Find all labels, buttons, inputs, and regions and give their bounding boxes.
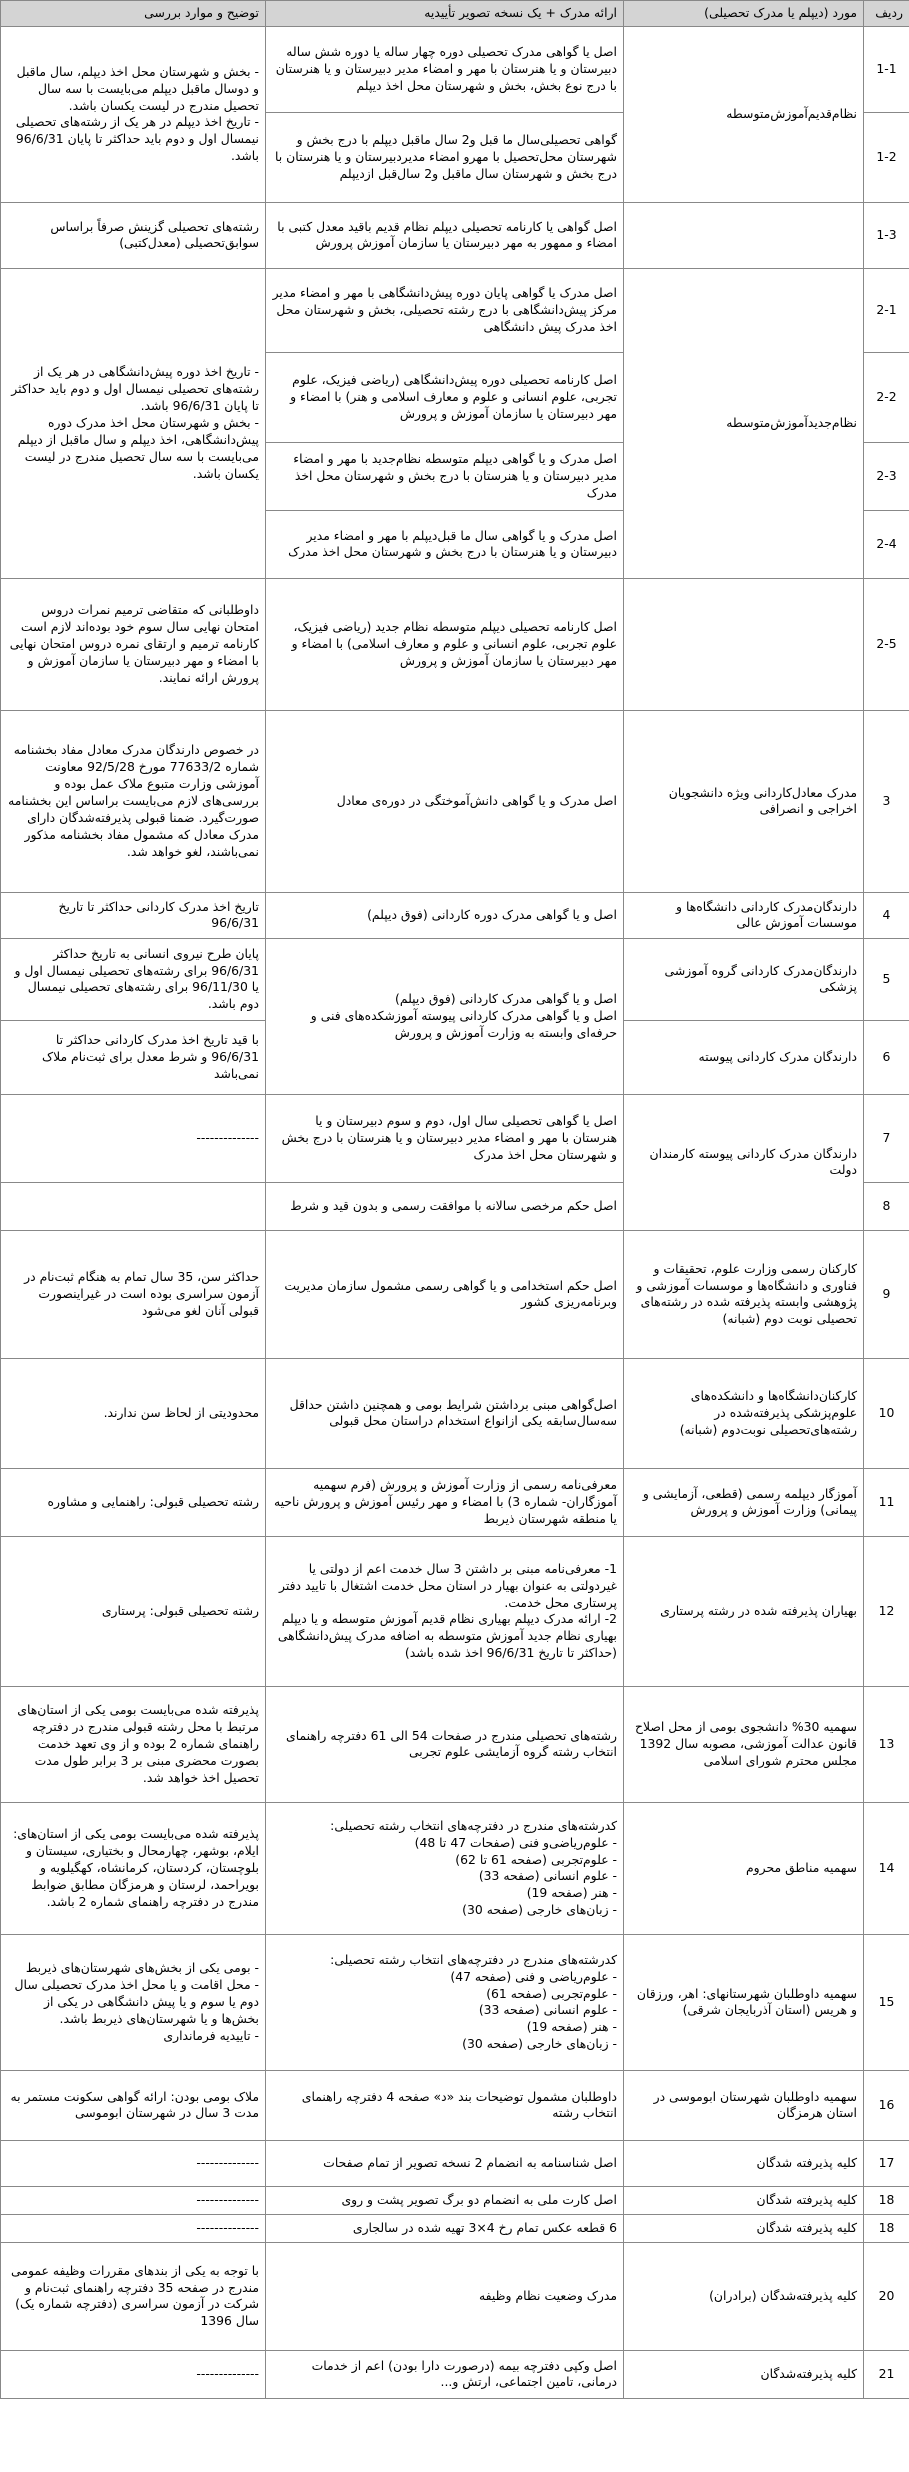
row-type: کلیه پذیرفته‌شدگان (برادران) [624, 2242, 864, 2350]
row-number: 2-5 [864, 578, 909, 710]
row-type: کلیه پذیرفته شدگان [624, 2214, 864, 2242]
row-type: دارندگان‌مدرک کاردانی دانشگاه‌ها و موسسات آموزش عالی [624, 892, 864, 938]
row-number: 6 [864, 1020, 909, 1094]
row-type: سهمیه مناطق محروم [624, 1802, 864, 1934]
row-number: 5 [864, 938, 909, 1020]
header-document: ارائه مدرک + یک نسخه تصویر تأییدیه [266, 1, 624, 27]
row-number: 17 [864, 2140, 909, 2186]
table-row [1, 1230, 909, 1358]
row-notes: در خصوص دارندگان مدرک معادل مفاد بخشنامه شماره 77633/2 مورخ 92/5/28 معاونت آموزشی وزارت متبوع ملاک عمل بوده و بررسی‌های لازم می‌بایست براساس این بخشنامه صورت‌گیرد. ضمنا قبولی پذیرفته‌شدگان دارای مدرک معادل که مشمول مفاد بخشنامه مذکور نمی‌باشند، لغو خواهد شد. [1, 710, 266, 892]
row-document: 6 قطعه عکس تمام رخ 4×3 تهیه شده در سالجاری [266, 2214, 624, 2242]
row-number: 11 [864, 1468, 909, 1536]
row-document: کدرشته‌های مندرج در دفترچه‌های انتخاب رشته تحصیلی: - علوم‌ریاضی و فنی (صفحه 47) - علوم‌تجربی (صفحه 61) - علوم انسانی (صفحه 33) - هنر (صفحه 19) - زبان‌های خارجی (صفحه 30) [266, 1934, 624, 2070]
row-document: اصل مدرک یا گواهی پایان دوره پیش‌دانشگاهی با مهر و امضاء مدیر مرکز پیش‌دانشگاهی با درج رشته تحصیلی، بخش و شهرستان محل اخذ مدرک پیش دانشگاهی [266, 268, 624, 352]
row-document: اصل کارنامه تحصیلی دیپلم متوسطه نظام جدید (ریاضی فیزیک، علوم تجربی، علوم انسانی و علوم و معارف اسلامی) با امضاء و مهر دبیرستان یا سازمان آموزش و پرورش [266, 578, 624, 710]
table-row [1, 2140, 909, 2186]
row-notes: - بومی یکی از بخش‌های شهرستان‌های ذیربط - محل اقامت و یا محل اخذ مدرک تحصیلی سال دوم یا سوم و یا پیش دانشگاهی در یکی از بخش‌ها و یا شهرستان‌های ذیربط باشد. - تاییدیه فرمانداری [1, 1934, 266, 2070]
row-document: اصل‌گواهی مبنی برداشتن شرایط بومی و همچنین داشتن حداقل سه‌سال‌سابقه یکی ازانواع استخدام دراستان محل قبولی [266, 1358, 624, 1468]
row-document: اصل وکپی دفترچه بیمه (درصورت دارا بودن) اعم از خدمات درمانی، تامین اجتماعی، ارتش و... [266, 2350, 624, 2398]
row-document: گواهی تحصیلی‌سال ما قبل و2 سال ماقبل دیپلم با درج بخش و شهرستان محل‌تحصیل با مهرو امضاء مدیردبیرستان و یا هنرستان با درج بخش و شهرستان سال ماقبل و2 سال‌قبل ازدیپلم [266, 112, 624, 202]
row-notes [1, 1182, 266, 1230]
row-number: 2-4 [864, 510, 909, 578]
row-number: 8 [864, 1182, 909, 1230]
table-row [1, 578, 909, 710]
row-number: 4 [864, 892, 909, 938]
row-number: 1-2 [864, 112, 909, 202]
table-row [1, 1686, 909, 1802]
table-row [1, 2214, 909, 2242]
row-document: اصل یا گواهی تحصیلی سال اول، دوم و سوم دبیرستان و یا هنرستان با مهر و امضاء مدیر دبیرستان و یا هنرستان با درج بخش و شهرستان محل اخذ مدرک [266, 1094, 624, 1182]
header-type: مورد (دیپلم یا مدرک تحصیلی) [624, 1, 864, 27]
row-document: اصل مدرک و یا گواهی سال ما قبل‌دیپلم با مهر و امضاء مدیر دبیرستان و یا هنرستان با درج بخش و شهرستان محل اخذ مدرک [266, 510, 624, 578]
row-notes: با توجه به یکی از بندهای مقررات وظیفه عمومی مندرج در صفحه 35 دفترچه راهنمای ثبت‌نام و شرکت در آزمون سراسری (دفترچه شماره یک) سال 1396 [1, 2242, 266, 2350]
row-notes: - تاریخ اخذ دوره پیش‌دانشگاهی در هر یک از رشته‌های تحصیلی نیمسال اول و دوم باید حداکثر تا پایان 96/6/31 باشد. - بخش و شهرستان محل اخذ مدرک دوره پیش‌دانشگاهی، اخذ دیپلم و سال ماقبل از دیپلم می‌بایست با سه سال تحصیل مندرج در لیست یکسان باشد. [1, 268, 266, 578]
row-number: 15 [864, 1934, 909, 2070]
row-document: اصل کارنامه تحصیلی دوره پیش‌دانشگاهی (ریاضی فیزیک، علوم تجربی، علوم انسانی و علوم و معارف اسلامی و هنر) با امضاء و مهر دبیرستان یا سازمان آموزش و پرورش [266, 352, 624, 442]
table-row [1, 710, 909, 892]
row-notes: -------------- [1, 2214, 266, 2242]
row-type: دارندگان‌مدرک کاردانی گروه آموزشی پزشکی [624, 938, 864, 1020]
row-number: 2-1 [864, 268, 909, 352]
table-row [1, 1934, 909, 2070]
table-row [1, 2242, 909, 2350]
row-number: 7 [864, 1094, 909, 1182]
row-number: 10 [864, 1358, 909, 1468]
table-row [1, 1802, 909, 1934]
row-number: 2-2 [864, 352, 909, 442]
row-notes: -------------- [1, 1094, 266, 1182]
row-document: مدرک وضعیت نظام وظیفه [266, 2242, 624, 2350]
row-number: 21 [864, 2350, 909, 2398]
row-type: آموزگار دیپلمه رسمی (قطعی، آزمایشی و پیمانی) وزارت آموزش و پرورش [624, 1468, 864, 1536]
row-type: کلیه پذیرفته‌شدگان [624, 2350, 864, 2398]
row-notes: رشته‌های تحصیلی گزینش صرفاً براساس سوابق‌تحصیلی (معدل‌کتبی) [1, 202, 266, 268]
row-number: 13 [864, 1686, 909, 1802]
row-document: داوطلبان مشمول توضیحات بند «د» صفحه 4 دفترچه راهنمای انتخاب رشته [266, 2070, 624, 2140]
row-notes: حداکثر سن، 35 سال تمام به هنگام ثبت‌نام در آزمون سراسری بوده است در غیراینصورت قبولی آنان لغو می‌شود [1, 1230, 266, 1358]
header-notes: توضیح و موارد بررسی [1, 1, 266, 27]
row-number: 2-3 [864, 442, 909, 510]
row-document: کدرشته‌های مندرج در دفترچه‌های انتخاب رشته تحصیلی: - علوم‌ریاضی‌و فنی (صفحات 47 تا 48) - علوم‌تجربی (صفحه 61 تا 62) - علوم انسانی (صفحه 33) - هنر (صفحه 19) - زبان‌های خارجی (صفحه 30) [266, 1802, 624, 1934]
row-number: 12 [864, 1536, 909, 1686]
row-type: دارندگان مدرک کاردانی پیوسته [624, 1020, 864, 1094]
row-type: سهمیه 30% دانشجوی بومی از محل اصلاح قانون عدالت آموزشی، مصوبه سال 1392 مجلس محترم شورای اسلامی [624, 1686, 864, 1802]
row-notes: پذیرفته شده می‌بایست بومی یکی از استان‌های: ایلام، بوشهر، چهارمحال و بختیاری، سیستان و بلوچستان، کردستان، کرمانشاه، کهگیلویه و بویراحمد، لرستان و هرمزگان مطابق ضوابط مندرج در دفترچه راهنمای شماره 2 باشد. [1, 1802, 266, 1934]
row-notes: داوطلبانی که متقاضی ترمیم نمرات دروس امتحان نهایی سال سوم خود بوده‌اند لازم است کارنامه ترمیم و ارتقای نمره دروس امتحان نهایی با امضاء و مهر دبیرستان یا سازمان آموزش و پرورش ارائه نمایند. [1, 578, 266, 710]
row-notes: -------------- [1, 2140, 266, 2186]
row-notes: محدودیتی از لحاظ سن ندارند. [1, 1358, 266, 1468]
row-document: اصل مدرک و یا گواهی دیپلم متوسطه نظام‌جدید با مهر و امضاء مدیر دبیرستان و یا هنرستان با درج بخش و شهرستان محل اخذ مدرک [266, 442, 624, 510]
row-type: دارندگان مدرک کاردانی پیوسته کارمندان دولت [624, 1094, 864, 1230]
row-document: رشته‌های تحصیلی مندرج در صفحات 54 الی 61 دفترچه راهنمای انتخاب رشته گروه آزمایشی علوم تجربی [266, 1686, 624, 1802]
row-notes: -------------- [1, 2186, 266, 2214]
row-notes: رشته تحصیلی قبولی: راهنمایی و مشاوره [1, 1468, 266, 1536]
row-type: مدرک معادل‌کاردانی ویژه دانشجویان اخراجی و انصرافی [624, 710, 864, 892]
row-number: 14 [864, 1802, 909, 1934]
table-header-row [1, 1, 909, 27]
row-notes: ملاک بومی بودن: ارائه گواهی سکونت مستمر به مدت 3 سال در شهرستان ابوموسی [1, 2070, 266, 2140]
row-notes: پذیرفته شده می‌بایست بومی یکی از استان‌های مرتبط با محل رشته قبولی مندرج در دفترچه راهنمای شماره 2 بوده و از وی تعهد خدمت بصورت محضری مبنی بر 3 برابر طول مدت تحصیل اخذ خواهد شد. [1, 1686, 266, 1802]
table-row [1, 1468, 909, 1536]
row-document: اصل کارت ملی به انضمام دو برگ تصویر پشت و روی [266, 2186, 624, 2214]
row-type: کارکنان‌دانشگاه‌ها و دانشکده‌های علوم‌پزشکی پذیرفته‌شده در رشته‌های‌تحصیلی نوبت‌دوم (شبانه) [624, 1358, 864, 1468]
row-document: 1- معرفی‌نامه مبنی بر داشتن 3 سال خدمت اعم از دولتی یا غیردولتی به عنوان بهیار در استان محل خدمت اشتغال با تایید دفتر پرستاری محل خدمت. 2- ارائه مدرک دیپلم بهیاری نظام قدیم آموزش متوسطه و یا دیپلم بهیاری نظام جدید آموزش متوسطه به اضافه مدرک پیش‌دانشگاهی (حداکثر تا تاریخ 96/6/31 اخذ شده باشد) [266, 1536, 624, 1686]
table-row [1, 1094, 909, 1182]
table-row [1, 202, 909, 268]
table-row [1, 2350, 909, 2398]
row-notes: تاریخ اخذ مدرک کاردانی حداکثر تا تاریخ 96/6/31 [1, 892, 266, 938]
row-number: 3 [864, 710, 909, 892]
row-document: اصل یا گواهی مدرک تحصیلی دوره چهار ساله یا دوره شش ساله دبیرستان و یا هنرستان با مهر و امضاء مدیر دبیرستان و یا هنرستان با درج نوع بخش، بخش و شهرستان محل اخذ دیپلم [266, 26, 624, 112]
row-number: 9 [864, 1230, 909, 1358]
row-notes: پایان طرح نیروی انسانی به تاریخ حداکثر 96/6/31 برای رشته‌های تحصیلی نیمسال اول و یا 96/11/30 برای رشته‌های تحصیلی نیمسال دوم باشد. [1, 938, 266, 1020]
row-document: معرفی‌نامه رسمی از وزارت آموزش و پرورش (فرم سهمیه آموزگاران- شماره 3) با امضاء و مهر رئیس آموزش و پرورش ناحیه یا منطقه شهرستان ذیربط [266, 1468, 624, 1536]
row-document: اصل حکم استخدامی و یا گواهی رسمی مشمول سازمان مدیریت وبرنامه‌ریزی کشور [266, 1230, 624, 1358]
row-number: 1-3 [864, 202, 909, 268]
row-type [624, 578, 864, 710]
row-document: اصل حکم مرخصی سالانه با موافقت رسمی و بدون قید و شرط [266, 1182, 624, 1230]
table-row [1, 1358, 909, 1468]
row-type: کارکنان رسمی وزارت علوم، تحقیقات و فناوری و دانشگاه‌ها و موسسات آموزشی و پژوهشی وابسته پذیرفته شده در رشته‌های تحصیلی نوبت دوم (شبانه) [624, 1230, 864, 1358]
row-number: 1-1 [864, 26, 909, 112]
row-document: اصل گواهی یا کارنامه تحصیلی دیپلم نظام قدیم باقید معدل کتبی با امضاء و ممهور به مهر دبیرستان یا سازمان آموزش پرورش [266, 202, 624, 268]
row-type: نظام‌جدیدآموزش‌متوسطه [624, 268, 864, 578]
table-row [1, 892, 909, 938]
table-row [1, 26, 909, 112]
row-type: کلیه پذیرفته شدگان [624, 2140, 864, 2186]
table-row [1, 938, 909, 1020]
row-notes: -------------- [1, 2350, 266, 2398]
row-type: کلیه پذیرفته شدگان [624, 2186, 864, 2214]
row-document: اصل مدرک و یا گواهی دانش‌آموختگی در دوره‌ی معادل [266, 710, 624, 892]
row-type: سهمیه داوطلبان شهرستانهای: اهر، ورزقان و هریس (استان آذربایجان شرقی) [624, 1934, 864, 2070]
row-notes: با قید تاریخ اخذ مدرک کاردانی حداکثر تا 96/6/31 و شرط معدل برای ثبت‌نام ملاک نمی‌باشد [1, 1020, 266, 1094]
table-row [1, 1536, 909, 1686]
row-type: سهمیه داوطلبان شهرستان ابوموسی در استان هرمزگان [624, 2070, 864, 2140]
row-document: اصل شناسنامه به انضمام 2 نسخه تصویر از تمام صفحات [266, 2140, 624, 2186]
row-number: 20 [864, 2242, 909, 2350]
table-row [1, 268, 909, 352]
row-document: اصل و یا گواهی مدرک کاردانی (فوق دیپلم) اصل و یا گواهی مدرک کاردانی پیوسته آموزشکده‌های فنی و حرفه‌ای وابسته به وزارت آموزش و پرورش [266, 938, 624, 1094]
row-type [624, 202, 864, 268]
table-row [1, 2186, 909, 2214]
row-notes: - بخش و شهرستان محل اخذ دیپلم، سال ماقبل و دوسال ماقبل دیپلم می‌بایست با سه سال تحصیل مندرج در لیست یکسان باشد. - تاریخ اخذ دیپلم در هر یک از رشته‌های تحصیلی نیمسال اول و دوم باید حداکثر تا پایان 96/6/31 باشد. [1, 26, 266, 202]
row-number: 18 [864, 2186, 909, 2214]
row-number: 16 [864, 2070, 909, 2140]
row-type: بهیاران پذیرفته شده در رشته پرستاری [624, 1536, 864, 1686]
row-type: نظام‌قدیم‌آموزش‌متوسطه [624, 26, 864, 202]
row-number: 18 [864, 2214, 909, 2242]
table-row [1, 2070, 909, 2140]
row-document: اصل و یا گواهی مدرک دوره کاردانی (فوق دیپلم) [266, 892, 624, 938]
header-row-number: ردیف [864, 1, 909, 27]
row-notes: رشته تحصیلی قبولی: پرستاری [1, 1536, 266, 1686]
